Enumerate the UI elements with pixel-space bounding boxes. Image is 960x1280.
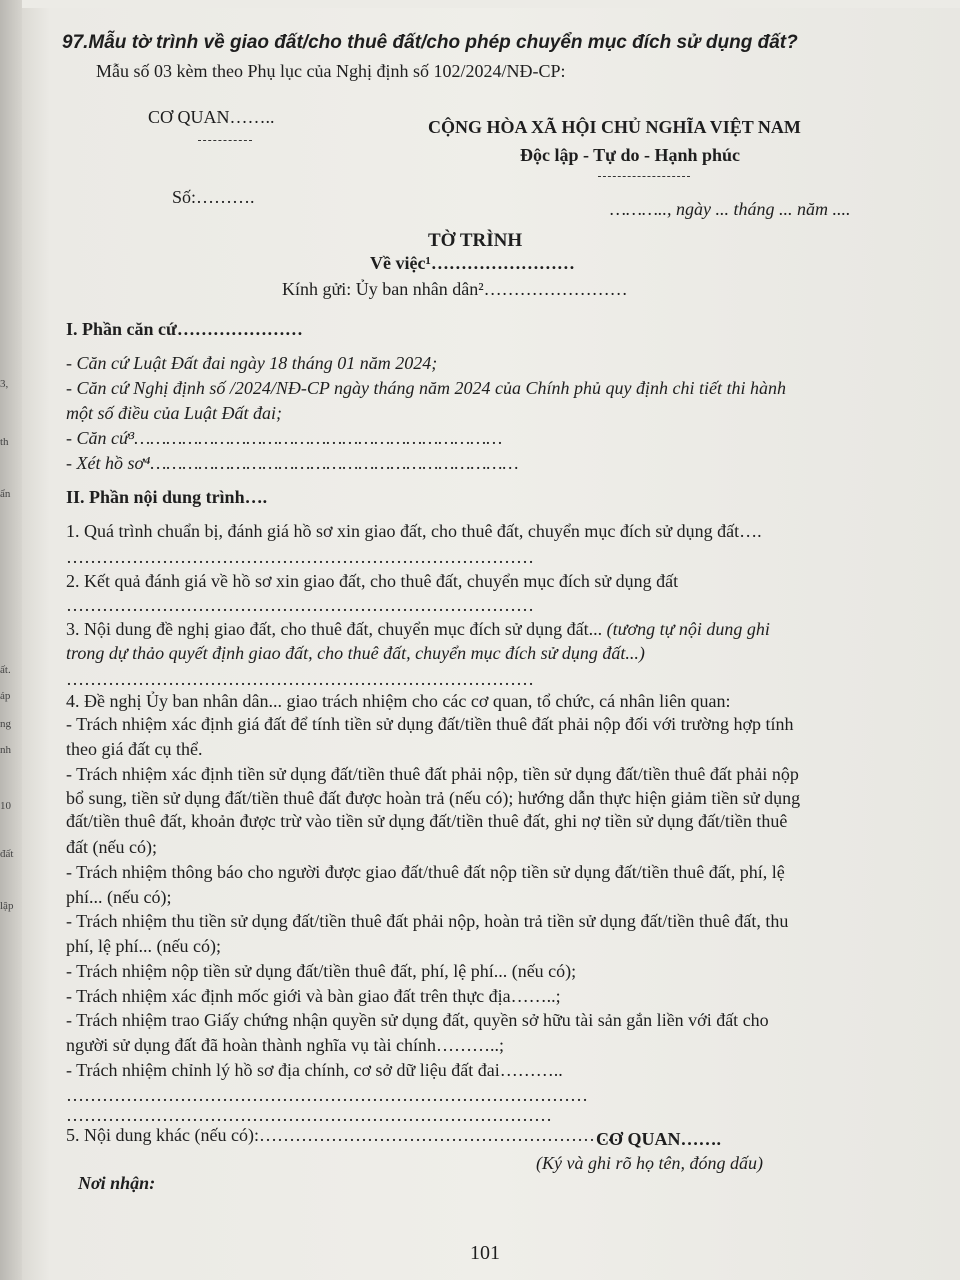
signature-instruction: (Ký và ghi rõ họ tên, đóng dấu) bbox=[536, 1153, 763, 1173]
recipient-line: Kính gửi: Ủy ban nhân dân²…………………… bbox=[282, 279, 628, 299]
responsibility-line: bổ sung, tiền sử dụng đất/tiền thuê đất được hoàn trả (nếu có); hướng dẫn thực hiện giảm tiền sử dụng bbox=[66, 788, 801, 808]
question-heading: 97.Mẫu tờ trình về giao đất/cho thuê đất/cho phép chuyển mục đích sử dụng đất? bbox=[62, 32, 798, 53]
section-content-title: II. Phần nội dung trình…. bbox=[66, 487, 268, 507]
responsibility-line: - Trách nhiệm xác định giá đất để tính tiền sử dụng đất/tiền thuê đất phải nộp đối với trường hợp tính bbox=[66, 714, 794, 734]
content-item-1: 1. Quá trình chuẩn bị, đánh giá hồ sơ xin giao đất, cho thuê đất, chuyển mục đích sử dụng đất…. bbox=[66, 521, 762, 541]
content-item-3-note: (tương tự nội dung ghi bbox=[602, 619, 770, 639]
margin-fragment: 10 bbox=[0, 800, 11, 812]
fill-dots: …………………………………………………………………… bbox=[66, 669, 534, 689]
date-line: ……….., ngày ... tháng ... năm .... bbox=[610, 199, 851, 219]
margin-fragment: ng bbox=[0, 718, 11, 730]
subject-line: Về việc¹…………………… bbox=[370, 253, 575, 273]
responsibility-line: người sử dụng đất đã hoàn thành nghĩa vụ tài chính………..; bbox=[66, 1035, 504, 1055]
responsibility-line: - Trách nhiệm xác định tiền sử dụng đất/tiền thuê đất phải nộp, tiền sử dụng đất/tiền thuê đất phải nộp bbox=[66, 764, 799, 784]
responsibility-line: - Trách nhiệm thông báo cho người được giao đất/thuê đất nộp tiền sử dụng đất/tiền thuê đất, phí, lệ bbox=[66, 862, 785, 882]
responsibility-line: - Trách nhiệm nộp tiền sử dụng đất/tiền thuê đất, phí, lệ phí... (nếu có); bbox=[66, 961, 577, 981]
responsibility-line: - Trách nhiệm chỉnh lý hồ sơ địa chính, cơ sở dữ liệu đất đai……….. bbox=[66, 1060, 563, 1080]
national-motto: Độc lập - Tự do - Hạnh phúc bbox=[520, 145, 741, 165]
content-item-3-text: 3. Nội dung đề nghị giao đất, cho thuê đất, chuyển mục đích sử dụng đất... bbox=[66, 619, 603, 639]
content-item-5: 5. Nội dung khác (nếu có):…………………………………………………… bbox=[66, 1125, 619, 1145]
responsibility-line: - Trách nhiệm thu tiền sử dụng đất/tiền thuê đất phải nộp, hoàn trả tiền sử dụng đất/tiền thuê đất, thu bbox=[66, 911, 789, 931]
fill-dots: …………………………………………………………………………… bbox=[66, 1085, 588, 1105]
content-item-3 bbox=[66, 618, 770, 640]
basis-line: - Căn cứ³…………………………………………………………… bbox=[66, 428, 503, 448]
responsibility-line: - Trách nhiệm xác định mốc giới và bàn giao đất trên thực địa……..; bbox=[66, 986, 561, 1006]
basis-line: - Căn cứ Luật Đất đai ngày 18 tháng 01 năm 2024; bbox=[66, 353, 438, 373]
fill-dots: …………………………………………………………………… bbox=[66, 595, 534, 615]
content-item-3-continued: trong dự thảo quyết định giao đất, cho thuê đất, chuyển mục đích sử dụng đất...) bbox=[66, 643, 645, 663]
fill-dots: ……………………………………………………………………… bbox=[66, 1105, 552, 1125]
document-title: TỜ TRÌNH bbox=[428, 230, 523, 251]
national-title: CỘNG HÒA XÃ HỘI CHỦ NGHĨA VIỆT NAM bbox=[428, 117, 801, 137]
responsibility-line: phí, lệ phí... (nếu có); bbox=[66, 936, 221, 956]
basis-line: một số điều của Luật Đất đai; bbox=[66, 403, 282, 423]
basis-line: - Xét hồ sơ⁴…………………………………………………………… bbox=[66, 453, 519, 473]
document-number: Số:………. bbox=[172, 187, 255, 207]
basis-line: - Căn cứ Nghị định số /2024/NĐ-CP ngày tháng năm 2024 của Chính phủ quy định chi tiết thi hành bbox=[66, 378, 786, 398]
margin-fragment: th bbox=[0, 436, 9, 448]
responsibility-line: đất (nếu có); bbox=[66, 837, 157, 857]
responsibility-line: phí... (nếu có); bbox=[66, 887, 172, 907]
responsibility-line: theo giá đất cụ thể. bbox=[66, 739, 203, 759]
responsibility-line: - Trách nhiệm trao Giấy chứng nhận quyền sử dụng đất, quyền sở hữu tài sản gắn liền với đất cho bbox=[66, 1010, 769, 1030]
form-reference: Mẫu số 03 kèm theo Phụ lục của Nghị định số 102/2024/NĐ-CP: bbox=[96, 61, 566, 81]
content-item-4: 4. Đề nghị Ủy ban nhân dân... giao trách nhiệm cho các cơ quan, tổ chức, cá nhân liên quan: bbox=[66, 691, 731, 711]
margin-fragment: áp bbox=[0, 690, 11, 702]
facing-page-margin bbox=[0, 0, 22, 1280]
margin-fragment: ất. bbox=[0, 664, 11, 676]
margin-fragment: 3, bbox=[0, 378, 9, 390]
recipients-label: Nơi nhận: bbox=[78, 1173, 156, 1193]
responsibility-line: đất/tiền thuê đất, khoản được trừ vào tiền sử dụng đất/tiền thuê đất, ghi nợ tiền sử dụng đất/tiền thuê bbox=[66, 811, 788, 831]
section-basis-title: I. Phần căn cứ………………… bbox=[66, 319, 303, 339]
fill-dots: …………………………………………………………………… bbox=[66, 547, 534, 567]
content-item-2: 2. Kết quả đánh giá về hồ sơ xin giao đất, cho thuê đất, chuyển mục đích sử dụng đất bbox=[66, 571, 679, 591]
page-number: 101 bbox=[470, 1242, 500, 1264]
motto-underline bbox=[598, 176, 690, 177]
agency-name: CƠ QUAN…….. bbox=[148, 107, 275, 127]
margin-fragment: đất bbox=[0, 848, 14, 860]
margin-fragment: lập bbox=[0, 900, 14, 912]
signature-agency: CƠ QUAN……. bbox=[596, 1129, 721, 1149]
margin-fragment: ẩn bbox=[0, 488, 11, 500]
agency-underline bbox=[198, 140, 252, 141]
margin-fragment: nh bbox=[0, 744, 11, 756]
